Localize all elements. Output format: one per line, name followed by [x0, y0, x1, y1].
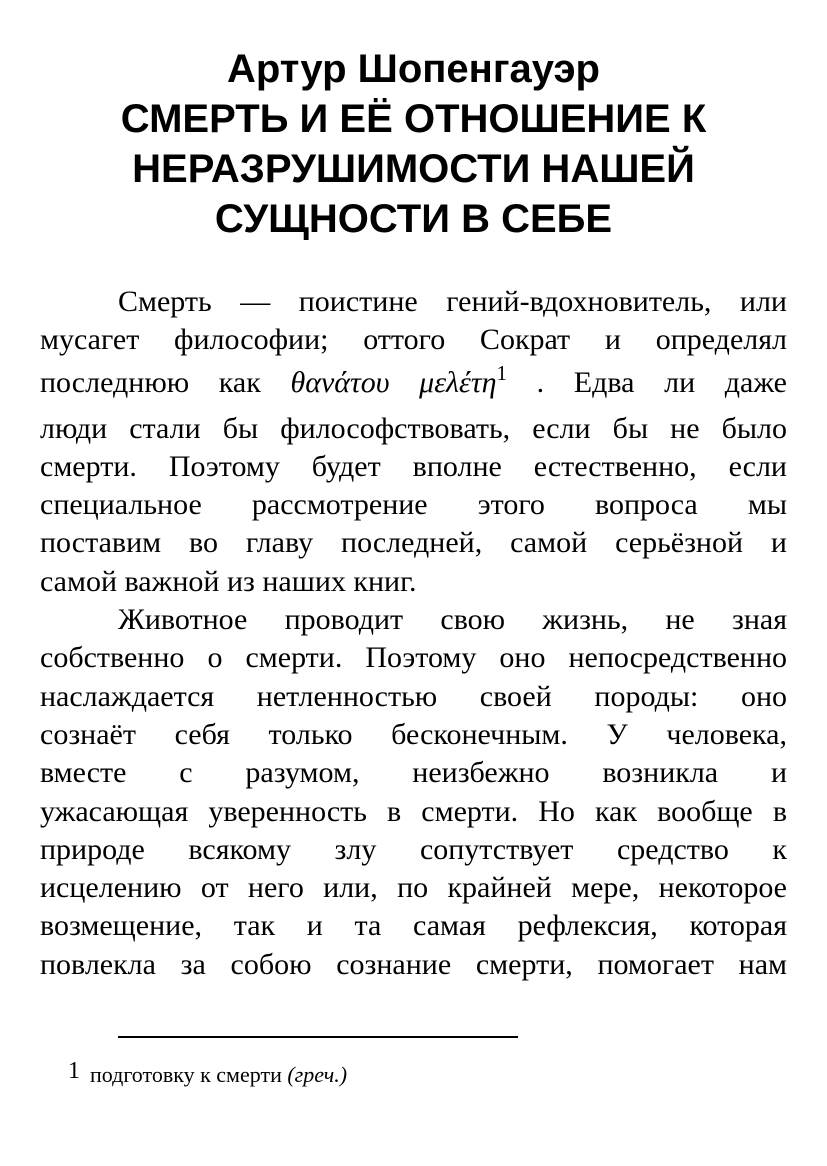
text-line-with-greek	[40, 360, 787, 410]
text-line: наслаждается нетленностью своей породы: оно	[40, 679, 787, 713]
text-line: Смерть — поистине гений-вдохновитель, или	[118, 285, 787, 318]
text-line: природе всякому злу сопутствует средство к	[40, 832, 787, 866]
text-line: мусагет философии; оттого Сократ и определял	[40, 323, 787, 357]
footnote-number: 1	[68, 1058, 80, 1084]
text-line: собственно о смерти. Поэтому оно непосредственно	[40, 641, 787, 675]
greek-phrase: θανάτου μελέτη	[290, 365, 497, 399]
text-line: специальное рассмотрение этого вопроса мы	[40, 488, 787, 522]
text-line: поставим во главу последней, самой серьёзной и	[40, 526, 787, 560]
title-block	[40, 44, 787, 244]
footnote-reference[interactable]: 1	[496, 360, 507, 385]
body-text	[40, 283, 787, 984]
text-line: ужасающая уверенность в смерти. Но как вообще в	[40, 794, 787, 828]
text-fragment: последнюю как	[40, 365, 261, 399]
text-line: Животное проводит свою жизнь, не зная	[118, 603, 787, 637]
text-line: вместе с разумом, неизбежно возникла и	[40, 756, 787, 790]
text-line: повлекла за собою сознание смерти, помогает нам	[40, 947, 787, 981]
text-line: смерти. Поэтому будет вполне естественно, если	[40, 449, 787, 483]
text-line: сознаёт себя только бесконечным. У человека,	[40, 717, 787, 751]
footnote	[68, 1060, 347, 1090]
title-line: СУЩНОСТИ В СЕБЕ	[214, 197, 613, 241]
text-line: исцелению от него или, по крайней мере, некоторое	[40, 871, 787, 905]
title-line: СМЕРТЬ И ЕЁ ОТНОШЕНИЕ К	[120, 97, 707, 141]
footnote-divider	[118, 1036, 518, 1038]
footnote-language-note: (греч.)	[287, 1062, 348, 1087]
author-name: Артур Шопенгауэр	[227, 47, 600, 91]
title-line: НЕРАЗРУШИМОСТИ НАШЕЙ	[132, 147, 695, 191]
text-line: самой важной из наших книг.	[40, 564, 417, 598]
text-line: люди стали бы философствовать, если бы не было	[40, 411, 787, 445]
footnote-text: подготовку к смерти	[90, 1062, 282, 1087]
text-line: возмещение, так и та самая рефлексия, которая	[40, 909, 787, 943]
text-fragment: . Едва ли даже	[536, 365, 788, 399]
